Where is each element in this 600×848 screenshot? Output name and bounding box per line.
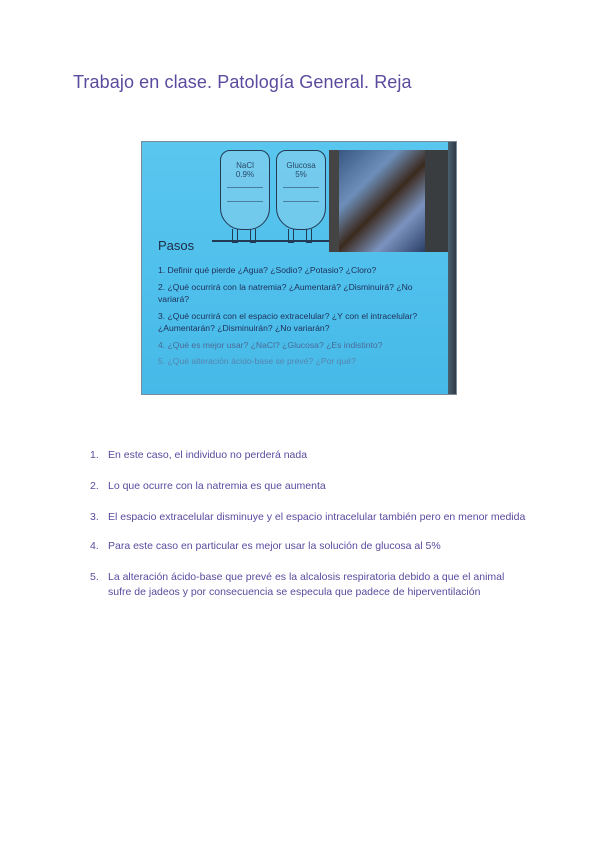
answer-item — [90, 539, 530, 554]
iv-bag-saline — [220, 150, 270, 230]
answers-list — [90, 448, 530, 616]
page-title: Trabajo en clase. Patología General. Reja — [73, 72, 412, 92]
iv-bag-label: Glucosa 5% — [286, 161, 316, 179]
answer-item — [90, 570, 530, 600]
slide-step: 1. Definir qué pierde ¿Agua? ¿Sodio? ¿Potasio? ¿Cloro? — [158, 265, 377, 275]
answer-text: El espacio extracelular disminuye y el espacio intracelular también pero en menor medida — [108, 511, 526, 523]
slide-step: 3. ¿Qué ocurrirá con el espacio extracelular? ¿Y con el intracelular? ¿Aumentarán? ¿Disminuirán? ¿No variarán? — [158, 310, 418, 333]
answer-item — [90, 510, 530, 525]
answer-number: 4. — [90, 540, 99, 552]
answer-number: 5. — [90, 571, 99, 583]
slide-step: 2. ¿Qué ocurrirá con la natremia? ¿Aumentará? ¿Disminuirá? ¿No variará? — [158, 281, 413, 304]
answer-text: En este caso, el individuo no perderá nada — [108, 449, 308, 461]
answer-text: Lo que ocurre con la natremia es que aumenta — [108, 480, 326, 492]
answer-text: La alteración ácido-base que prevé es la alcalosis respiratoria debido a que el animal sufre de jadeos y por consecuencia se especula que padece de hiperventilación — [108, 571, 505, 598]
slide-step: 4. ¿Qué es mejor usar? ¿NaCl? ¿Glucosa? ¿Es indistinto? — [158, 339, 383, 350]
dog-photo — [329, 150, 425, 252]
slide-heading: Pasos — [158, 238, 195, 253]
slide-photo — [141, 141, 457, 395]
slide-steps — [158, 264, 438, 372]
iv-bag-glucose — [276, 150, 326, 230]
iv-bag-label: NaCl 0.9% — [235, 161, 255, 179]
answer-item — [90, 479, 530, 494]
answer-number: 3. — [90, 511, 99, 523]
slide-step: 5. ¿Qué alteración ácido-base se prevé? ¿Por qué? — [158, 356, 356, 366]
answer-text: Para este caso en particular es mejor usar la solución de glucosa al 5% — [108, 540, 441, 552]
answer-number: 1. — [90, 449, 99, 461]
answer-number: 2. — [90, 480, 99, 492]
answer-item — [90, 448, 530, 463]
